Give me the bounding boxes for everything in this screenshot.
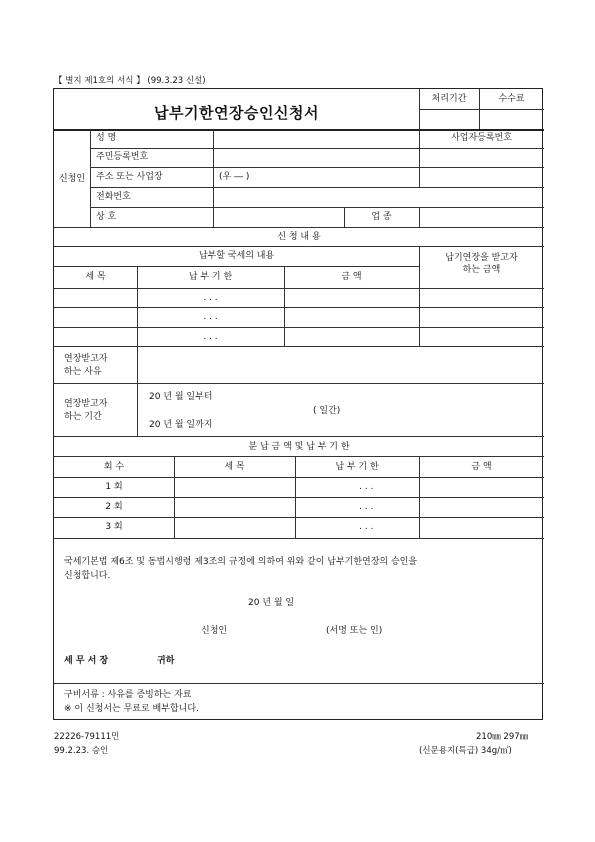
address-label: 주소 또는 사업장 (96, 172, 163, 182)
period-days[interactable]: ( 일간) (313, 406, 341, 416)
name-label: 성 명 (96, 133, 117, 143)
col-installment-due-date: 납 부 기 한 (335, 462, 379, 472)
col-tax-item: 세 목 (85, 272, 106, 282)
col-count: 회 수 (103, 462, 125, 472)
phone-field[interactable] (214, 188, 543, 206)
extension-period-label: 연장받고자 하는 기간 (64, 399, 108, 422)
paper-type: (신문용지(특급) 34g/㎡) (419, 746, 512, 756)
installment-row-3: 3 회 (105, 522, 123, 532)
installment-row-1: 1 회 (105, 482, 123, 492)
processing-period-value[interactable] (420, 113, 478, 127)
business-type-field[interactable] (420, 208, 543, 226)
tax-section-title: 납부할 국세의 내용 (198, 251, 275, 261)
col-amount: 금 액 (341, 272, 362, 282)
request-section-title: 신 청 내 용 (277, 232, 321, 242)
installment-title: 분 납 금 액 및 납 부 기 한 (248, 442, 350, 452)
approval-date: 99.2.23. 승인 (54, 746, 109, 756)
col-installment-tax-item: 세 목 (224, 462, 245, 472)
applicant-sign-label: 신청인 (201, 626, 228, 636)
period-from[interactable]: 20 년 월 일부터 (149, 392, 213, 402)
installment-date-1[interactable]: . . . (359, 482, 374, 492)
due-date-row-2[interactable]: . . . (203, 312, 218, 322)
due-date-row-1[interactable]: . . . (203, 293, 218, 303)
resident-no-label: 주민등록번호 (96, 152, 149, 162)
form-title: 납부기한연장승인신청서 (154, 104, 319, 122)
resident-no-field[interactable] (214, 149, 418, 166)
installment-row-2: 2 회 (105, 502, 123, 512)
fee-label: 수수료 (498, 94, 525, 104)
extension-amount-header: 납기연장을 받고자 하는 금액 (445, 253, 518, 275)
col-installment-amount: 금 액 (471, 462, 492, 472)
application-form (53, 88, 543, 720)
biz-reg-no-field[interactable] (420, 149, 543, 166)
addressee-suffix: 귀하 (157, 656, 175, 666)
trade-name-field[interactable] (214, 208, 343, 226)
applicant-label: 신청인 (58, 174, 86, 184)
due-date-row-3[interactable]: . . . (203, 332, 218, 342)
date-line[interactable]: 20 년 월 일 (248, 598, 295, 608)
installment-date-3[interactable]: . . . (359, 522, 374, 532)
name-field[interactable] (214, 130, 418, 147)
business-type-label: 업 종 (371, 212, 392, 222)
col-due-date: 납 부 기 한 (188, 272, 233, 282)
fee-value[interactable] (480, 113, 543, 127)
biz-reg-no-label: 사업자등록번호 (451, 133, 512, 143)
trade-name-label: 상 호 (96, 212, 117, 222)
form-number-note: 【 별지 제1호의 서식 】 (99.3.23 신설) (54, 76, 206, 86)
declaration-text: 국세기본법 제6조 및 동법시행령 제3조의 규정에 의하여 위와 같이 납부기한연장의 승인을 신청합니다. (64, 557, 418, 581)
form-code: 22226-79111민 (54, 732, 120, 742)
free-distribution-note: ※ 이 신청서는 무료로 배부합니다. (64, 704, 199, 714)
attachments-note: 구비서류 : 사유를 증빙하는 자료 (64, 690, 192, 700)
paper-size: 210㎜ 297㎜ (476, 732, 529, 742)
extension-reason-field[interactable] (138, 347, 543, 382)
address-field[interactable]: (우 ― ) (219, 172, 250, 182)
processing-period-label: 처리기간 (431, 94, 467, 104)
period-to[interactable]: 20 년 월 일까지 (149, 420, 213, 430)
sign-note: (서명 또는 인) (326, 626, 383, 636)
installment-date-2[interactable]: . . . (359, 502, 374, 512)
extension-reason-label: 연장받고자 하는 사유 (64, 354, 108, 377)
tax-office-head: 세 무 서 장 (64, 656, 109, 666)
phone-label: 전화번호 (96, 192, 131, 202)
